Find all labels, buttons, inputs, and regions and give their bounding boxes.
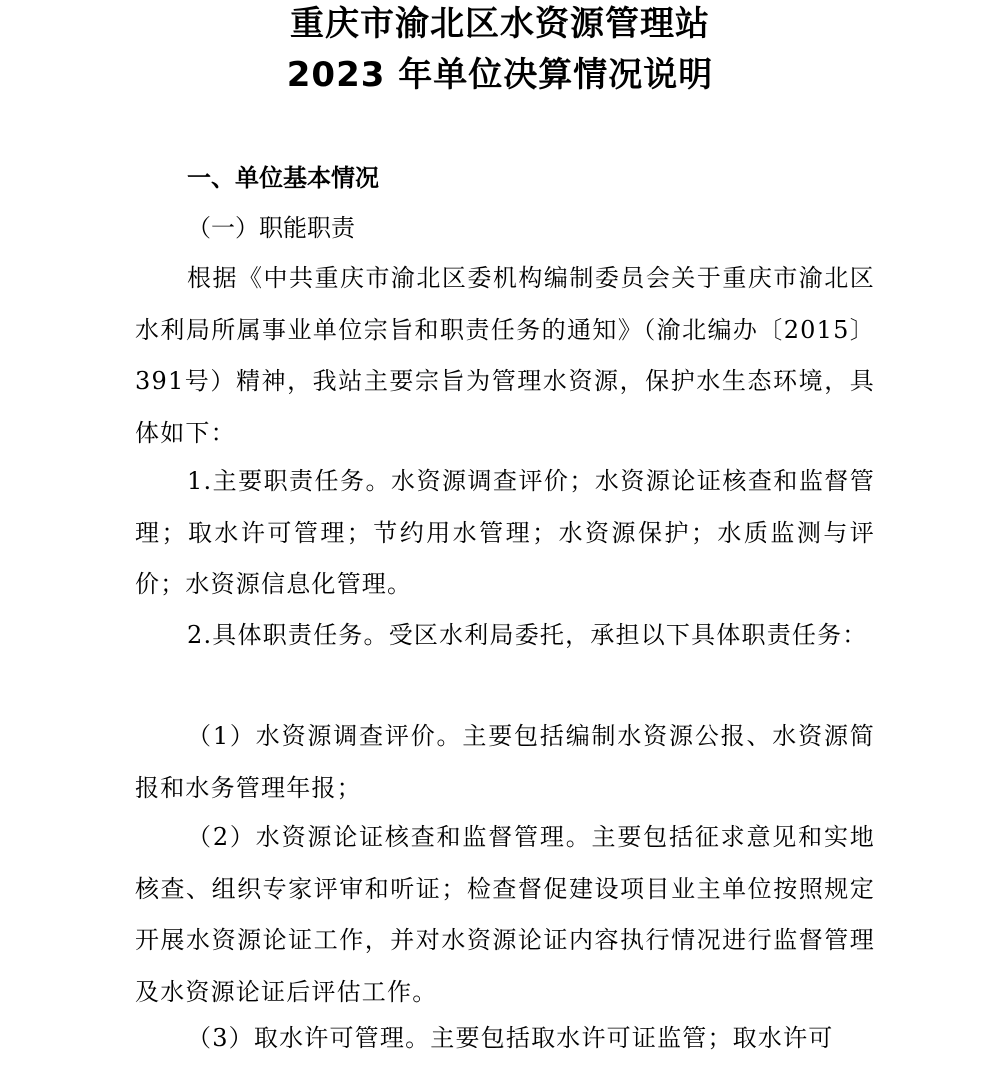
paragraph-specific-duties: 2.具体职责任务。受区水利局委托，承担以下具体职责任务： bbox=[187, 621, 868, 649]
paragraph-item-2: （2）水资源论证核查和监督管理。主要包括征求意见和实地核查、组织专家评审和听证；检查督促建设项目业主单位按照规定开展水资源论证工作，并对水资源论证内容执行情况进行监督管理及水资源论证后评估工作。 bbox=[135, 823, 875, 1006]
paragraph-item-1: （1）水资源调查评价。主要包括编制水资源公报、水资源简报和水务管理年报； bbox=[135, 722, 875, 802]
subsection-heading: （一）职能职责 bbox=[187, 214, 355, 242]
paragraph-item-3: （3）取水许可管理。主要包括取水许可证监管；取水许可 bbox=[187, 1024, 834, 1052]
document-title-line-2: 2023 年单位决算情况说明 bbox=[286, 55, 714, 95]
section-heading: 一、单位基本情况 bbox=[187, 164, 379, 192]
paragraph-basis: 根据《中共重庆市渝北区委机构编制委员会关于重庆市渝北区水利局所属事业单位宗旨和职责任务的通知》（渝北编办〔2015〕391号）精神，我站主要宗旨为管理水资源，保护水生态环境，具体如下： bbox=[135, 264, 875, 447]
paragraph-main-duties: 1.主要职责任务。水资源调查评价；水资源论证核查和监督管理；取水许可管理；节约用水管理；水资源保护；水质监测与评价；水资源信息化管理。 bbox=[135, 467, 875, 599]
document-title-line-1: 重庆市渝北区水资源管理站 bbox=[290, 4, 710, 44]
